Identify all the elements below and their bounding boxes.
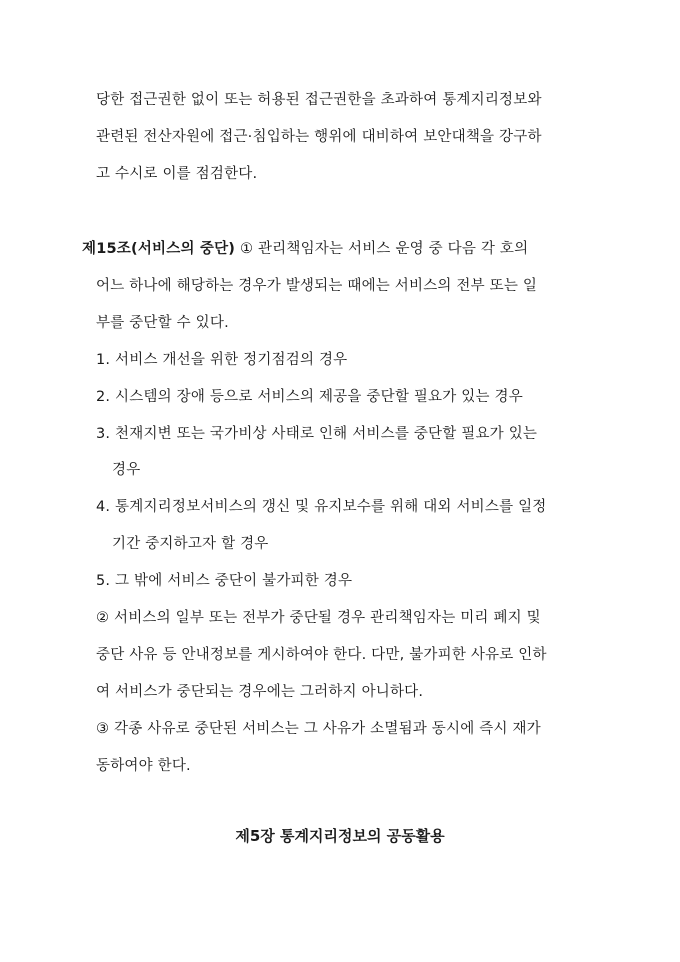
article-15-para3-line1: ③ 각종 사유로 중단된 서비스는 그 사유가 소멸됨과 동시에 즉시 재가 xyxy=(96,721,541,737)
article-15-item-5: 5. 그 밖에 서비스 중단이 불가피한 경우 xyxy=(96,573,353,589)
article-15-heading: 제15조(서비스의 중단) xyxy=(82,241,236,257)
article-15-first-line xyxy=(82,239,602,259)
article-15-para1-line2: 어느 하나에 해당하는 경우가 발생되는 때에는 서비스의 전부 또는 일 xyxy=(96,278,538,294)
article-15-para2-line1: ② 서비스의 일부 또는 전부가 중단될 경우 관리책임자는 미리 폐지 및 xyxy=(96,610,541,626)
continuation-line-2: 관련된 전산자원에 접근·침입하는 행위에 대비하여 보안대책을 강구하 xyxy=(96,129,542,145)
article-15-item-4-line2: 기간 중지하고자 할 경우 xyxy=(112,536,269,552)
article-15-para1-line3: 부를 중단할 수 있다. xyxy=(96,315,229,331)
article-15-para3-line2: 동하여야 한다. xyxy=(96,758,191,774)
continuation-line-3: 고 수시로 이를 점검한다. xyxy=(96,166,258,182)
article-15-item-3-line1: 3. 천재지변 또는 국가비상 사태로 인해 서비스를 중단할 필요가 있는 xyxy=(96,426,538,442)
article-15-para1-line1: ① 관리책임자는 서비스 운영 중 다음 각 호의 xyxy=(239,241,529,257)
continuation-line-1: 당한 접근권한 없이 또는 허용된 접근권한을 초과하여 통계지리정보와 xyxy=(96,92,542,108)
article-15-item-1: 1. 서비스 개선을 위한 정기점검의 경우 xyxy=(96,352,348,368)
article-15-item-2: 2. 시스템의 장애 등으로 서비스의 제공을 중단할 필요가 있는 경우 xyxy=(96,389,523,405)
article-15-para2-line3: 여 서비스가 중단되는 경우에는 그러하지 아니하다. xyxy=(96,684,424,700)
article-15-para2-line2: 중단 사유 등 안내정보를 게시하여야 한다. 다만, 불가피한 사유로 인하 xyxy=(96,647,547,663)
chapter-5-title: 제5장 통계지리정보의 공동활용 xyxy=(235,827,445,845)
article-15-item-4-line1: 4. 통계지리정보서비스의 갱신 및 유지보수를 위해 대외 서비스를 일정 xyxy=(96,499,547,515)
article-15-item-3-line2: 경우 xyxy=(112,462,141,478)
